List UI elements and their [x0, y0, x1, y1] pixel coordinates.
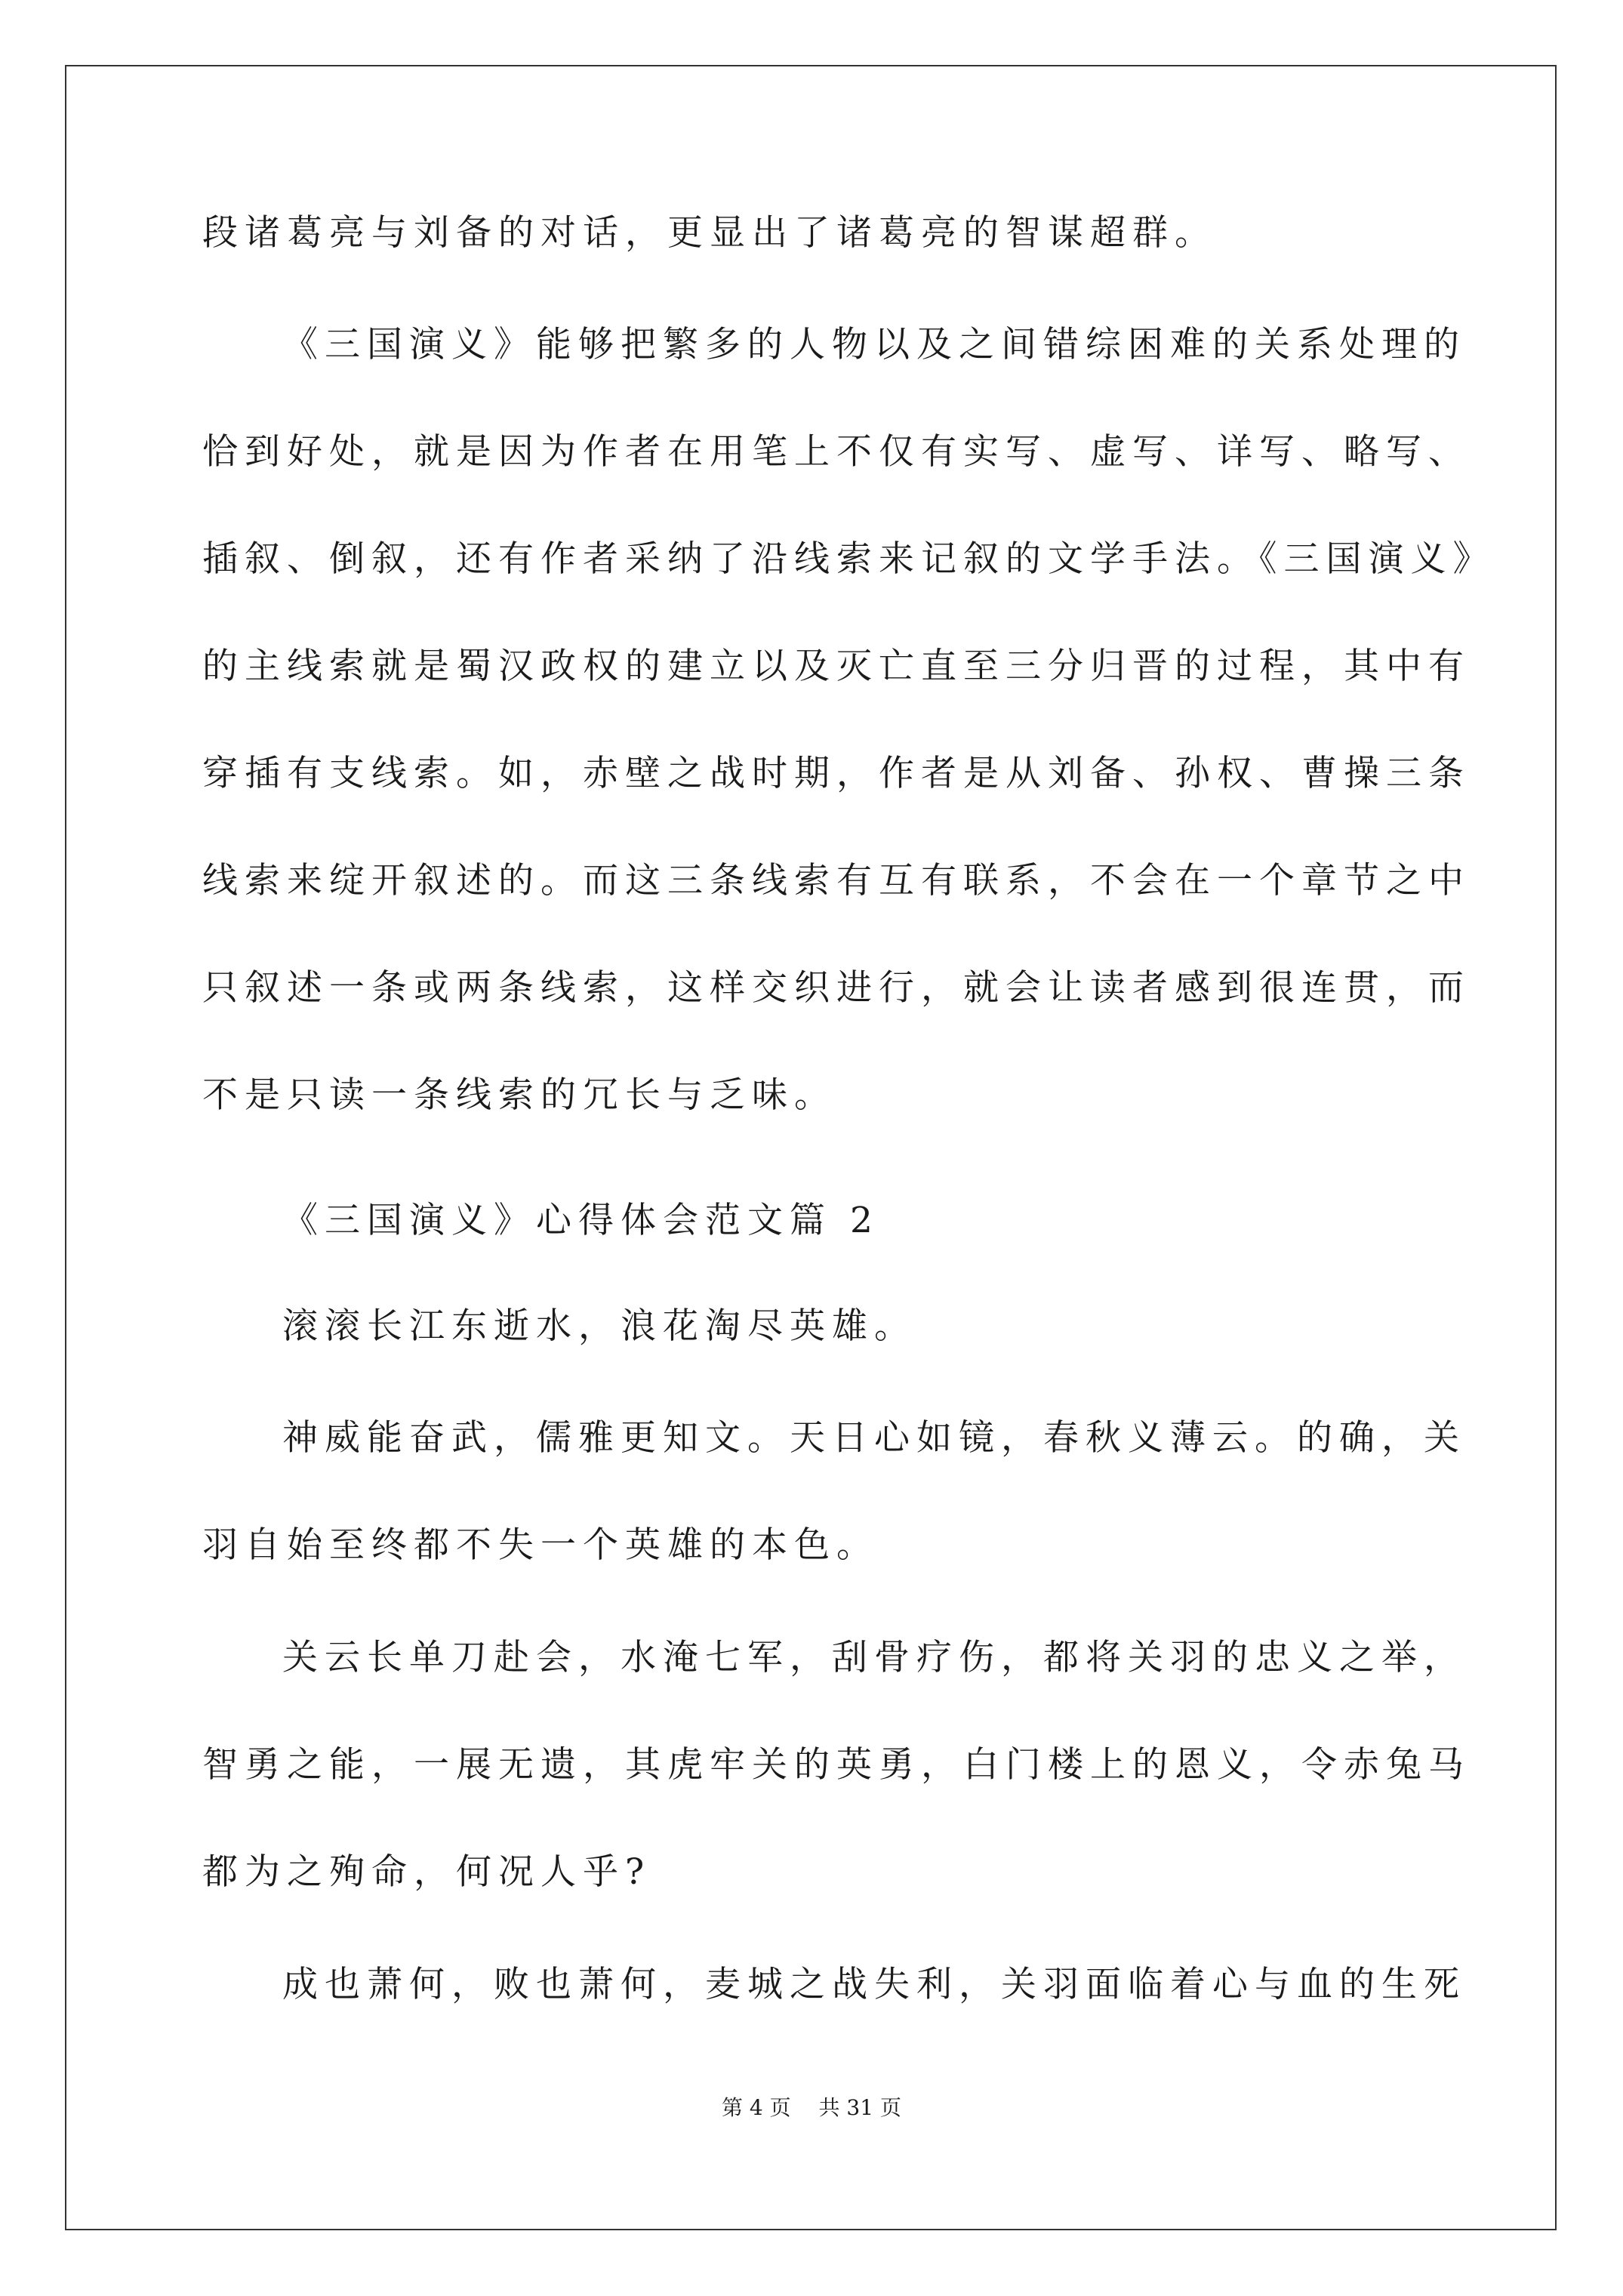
text-line: 关云长单刀赴会，水淹七军，刮骨疗伤，都将关羽的忠义之举， [282, 1637, 1466, 1678]
page-number-footer: 第 4 页 共 31 页 [722, 2095, 901, 2120]
text-line: 只叙述一条或两条线索，这样交织进行，就会让读者感到很连贯，而 [202, 967, 1471, 1009]
text-line: 段诸葛亮与刘备的对话，更显出了诸葛亮的智谋超群。 [202, 212, 1217, 254]
page-border [65, 65, 1557, 2230]
text-line: 成也萧何，败也萧何，麦城之战失利，关羽面临着心与血的生死 [282, 1964, 1466, 2005]
text-line: 不是只读一条线索的冗长与乏味。 [202, 1074, 836, 1116]
text-line: 滚滚长江东逝水，浪花淘尽英雄。 [282, 1305, 916, 1347]
text-line: 的主线索就是蜀汉政权的建立以及灭亡直至三分归晋的过程，其中有 [202, 646, 1471, 687]
text-line: 《三国演义》能够把繁多的人物以及之间错综困难的关系处理的 [282, 324, 1466, 365]
text-line: 恰到好处，就是因为作者在用笔上不仅有实写、虚写、详写、略写、 [202, 431, 1471, 473]
text-line: 都为之殉命，何况人乎? [202, 1851, 651, 1893]
text-line: 羽自始至终都不失一个英雄的本色。 [202, 1524, 879, 1566]
text-line: 穿插有支线索。如，赤壁之战时期，作者是从刘备、孙权、曹操三条 [202, 753, 1471, 794]
text-line: 插叙、倒叙，还有作者采纳了沿线索来记叙的文学手法。《三国演义》 [202, 538, 1495, 580]
section-heading: 《三国演义》心得体会范文篇 2 [282, 1200, 879, 1241]
text-line: 神威能奋武，儒雅更知文。天日心如镜，春秋义薄云。的确，关 [282, 1417, 1466, 1459]
text-line: 线索来绽开叙述的。而这三条线索有互有联系，不会在一个章节之中 [202, 860, 1471, 901]
text-line: 智勇之能，一展无遗，其虎牢关的英勇，白门楼上的恩义，令赤兔马 [202, 1744, 1471, 1786]
